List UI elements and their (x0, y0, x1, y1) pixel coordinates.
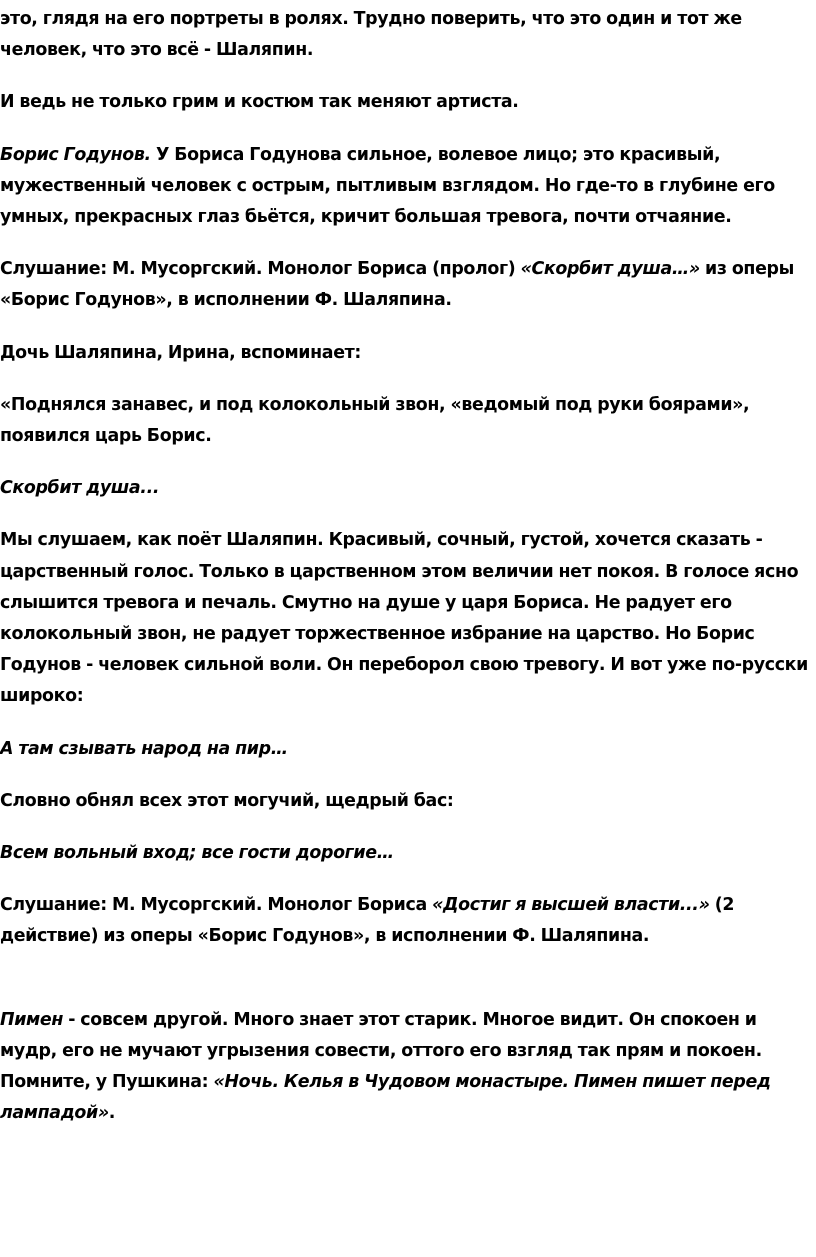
paragraph-voice (0, 525, 816, 712)
paragraph-text: Мы слушаем, как поёт Шаляпин. Красивый, сочный, густой, хочется сказать - царственный голос. Только в царственном этом величии нет покоя. В голосе ясно слышится тревога и печаль. Смутно на душе у царя Бориса. Не радует его колокольный звон, не радует торжественное избрание на царство. Но Борис Годунов - человек сильной воли. Он переборол свою тревогу. И вот уже по-русски широко: (0, 530, 808, 707)
paragraph-boris-godunov (0, 140, 816, 234)
paragraph-makeup (0, 87, 816, 118)
paragraph-quote-curtain (0, 390, 816, 452)
paragraph-lyric-2 (0, 734, 816, 765)
pushkin-quote: «Ночь. Келья в Чудовом монастыре. Пимен пишет перед лампадой» (0, 1072, 771, 1124)
paragraph-text: Слушание: М. Мусоргский. Монолог Бориса (0, 895, 433, 916)
role-name: Пимен (0, 1009, 64, 1030)
aria-title: «Достиг я высшей власти...» (432, 895, 710, 916)
paragraph-text: Слушание: М. Мусоргский. Монолог Бориса (пролог) (0, 259, 521, 280)
paragraph-daughter (0, 338, 816, 369)
paragraph-text: из оперы «Борис Годунов», в исполнении Ф. Шаляпина. (0, 259, 795, 311)
paragraph-text: «Поднялся занавес, и под колокольный звон, «ведомый под руки боярами», появился царь Борис. (0, 394, 750, 447)
paragraph-text: - совсем другой. Много знает этот старик. Многое видит. Он спокоен и мудр, его не мучают угрызения совести, оттого его взгляд так прям и покоен. Помните, у Пушкина: (0, 1009, 762, 1093)
paragraph-text: И ведь не только грим и костюм так меняют артиста. (0, 92, 519, 113)
role-title: Борис Годунов. (0, 144, 151, 165)
paragraph-text: У Бориса Годунова сильное, волевое лицо; это красивый, мужественный человек с острым, пытливым взглядом. Но где-то в глубине его умных, прекрасных глаз бьётся, кричит большая тревога, почти отчаяние. (0, 144, 775, 228)
aria-title: «Скорбит душа…» (520, 259, 700, 280)
lyric-text: Скорбит душа... (0, 478, 160, 499)
paragraph-text: . (108, 1103, 116, 1124)
paragraph-listening-2 (0, 890, 816, 952)
paragraph-bass (0, 786, 816, 817)
paragraph-text: Словно обнял всех этот могучий, щедрый бас: (0, 790, 454, 811)
lyric-text: Всем вольный вход; все гости дорогие… (0, 843, 394, 864)
paragraph-text: Дочь Шаляпина, Ирина, вспоминает: (0, 342, 361, 363)
paragraph-lyric-1 (0, 473, 816, 504)
document-page (0, 4, 816, 1129)
paragraph-lyric-3 (0, 838, 816, 869)
paragraph-text: это, глядя на его портреты в ролях. Трудно поверить, что это один и тот же человек, что это всё - Шаляпин. (0, 9, 742, 61)
paragraph-pimen (0, 1005, 816, 1130)
paragraph-text: (2 действие) из оперы «Борис Годунов», в исполнении Ф. Шаляпина. (0, 895, 735, 947)
lyric-text: А там сзывать народ на пир… (0, 738, 288, 759)
paragraph-portraits (0, 4, 816, 66)
paragraph-listening-1 (0, 254, 816, 316)
